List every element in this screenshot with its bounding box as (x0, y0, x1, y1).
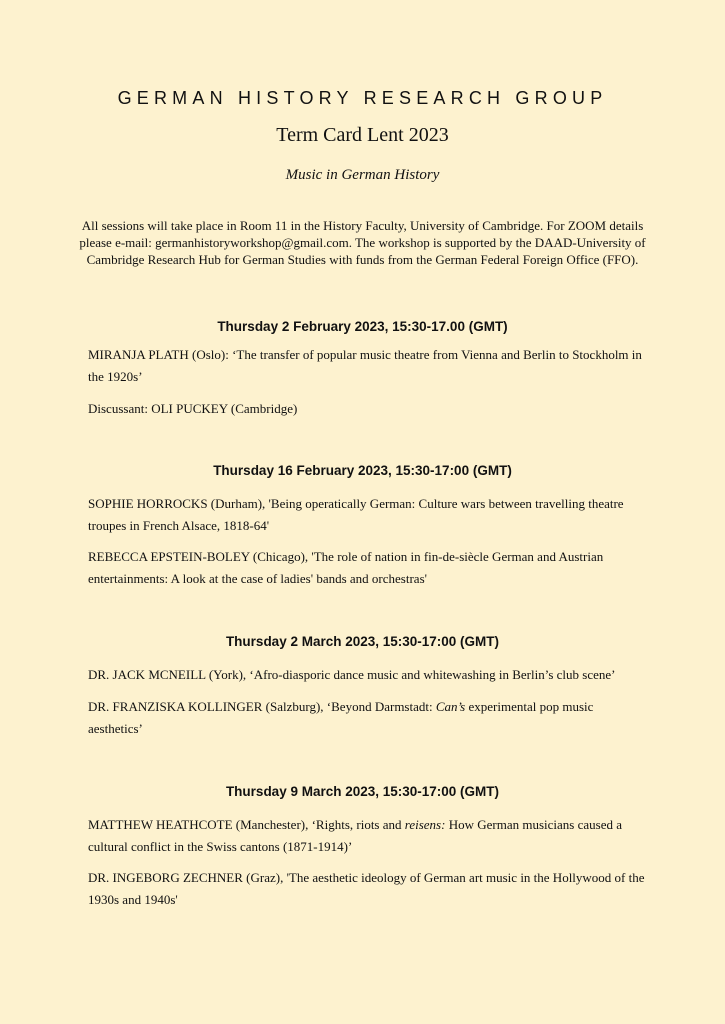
talk-item: DR. INGEBORG ZECHNER (Graz), 'The aesthetic ideology of German art music in the Hollywood of the 1930s and 1940s' (88, 870, 645, 907)
session-heading: Thursday 2 February 2023, 15:30-17.00 (GMT) (217, 319, 508, 334)
talk-text-part: DR. FRANZISKA KOLLINGER (Salzburg), ‘Beyond Darmstadt: (88, 699, 436, 714)
term-title: Term Card Lent 2023 (276, 124, 449, 146)
session-heading: Thursday 2 March 2023, 15:30-17:00 (GMT) (225, 634, 500, 649)
talk-text-italic: Can’s (435, 699, 466, 714)
talk-item (88, 814, 648, 858)
talk-item: DR. JACK MCNEILL (York), ‘Afro-diasporic dance music and whitewashing in Berlin’s club scene’ (88, 667, 616, 682)
intro-paragraph: All sessions will take place in Room 11 in the History Faculty, University of Cambridge. For ZOOM details please e-mail: germanhistoryworkshop@gmail.com. The workshop is supported by the DAAD-University of Cambridge Research Hub for German Studies with funds from the German Federal Foreign Office (FFO). (79, 218, 646, 267)
talk-text-part: experimental pop music aesthetics’ (88, 699, 594, 736)
talk-item: SOPHIE HORROCKS (Durham), 'Being operatically German: Culture wars between travelling theatre troupes in French Alsace, 1818-64' (88, 496, 624, 533)
talk-item: REBECCA EPSTEIN-BOLEY (Chicago), 'The role of nation in fin-de-siècle German and Austrian entertainments: A look at the case of ladies' bands and orchestras' (88, 549, 604, 586)
talk-item: MIRANJA PLATH (Oslo): ‘The transfer of popular music theatre from Vienna and Berlin to Stockholm in the 1920s’ (88, 347, 642, 384)
discussant-item: Discussant: OLI PUCKEY (Cambridge) (88, 401, 298, 416)
subtitle: Music in German History (285, 167, 440, 183)
group-title: GERMAN HISTORY RESEARCH GROUP (117, 88, 608, 108)
talk-text-part: How German musicians caused a cultural conflict in the Swiss cantons (1871-1914)’ (88, 817, 622, 854)
talk-text-italic: reisens: (404, 817, 446, 832)
session-heading: Thursday 16 February 2023, 15:30-17:00 (GMT) (213, 463, 512, 478)
talk-text-part: MATTHEW HEATHCOTE (Manchester), ‘Rights, riots and (88, 817, 405, 832)
talk-item (88, 696, 648, 740)
session-heading: Thursday 9 March 2023, 15:30-17:00 (GMT) (225, 784, 500, 799)
